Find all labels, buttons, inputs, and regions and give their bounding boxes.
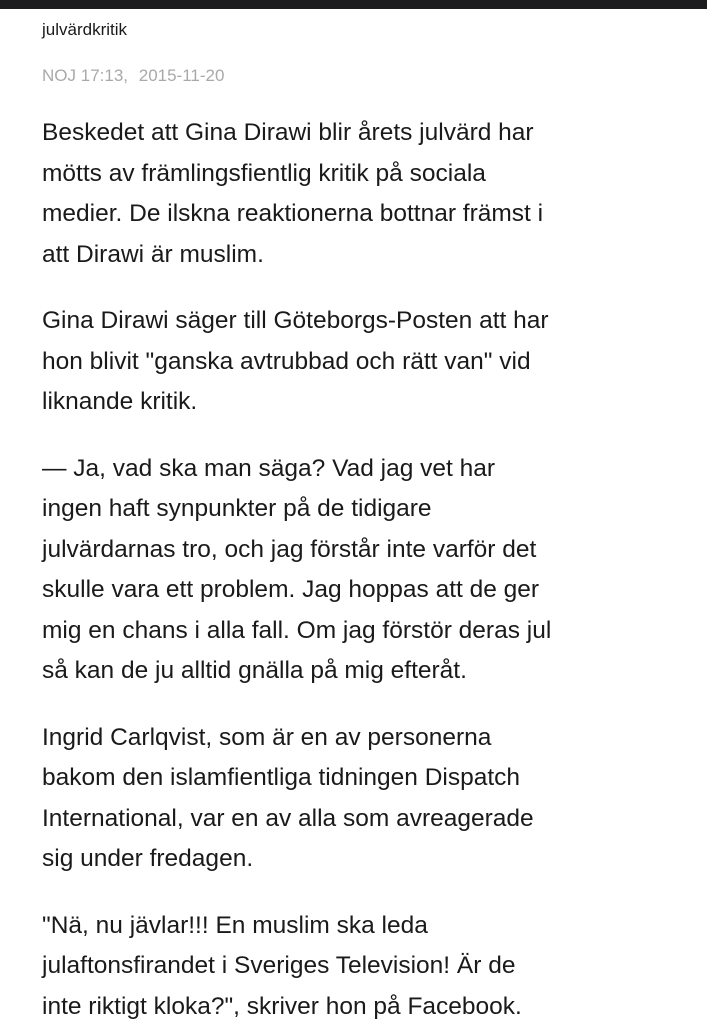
article-tag[interactable]: julvärdkritik	[42, 20, 128, 39]
article-section: NOJ	[42, 66, 76, 85]
article-body	[42, 113, 652, 1024]
article-meta	[42, 66, 224, 86]
article-paragraph: Gina Dirawi säger till Göteborgs-Posten att har hon blivit "ganska avtrubbad och rätt van" vid liknande kritik.	[42, 307, 549, 415]
article-paragraph: Beskedet att Gina Dirawi blir årets julvärd har mötts av främlingsfientlig kritik på sociala medier. De ilskna reaktionerna bottnar främst i att Dirawi är muslim.	[42, 119, 544, 268]
top-status-bar	[0, 0, 707, 9]
article-time: 17:13,	[80, 66, 128, 85]
article-paragraph: "Nä, nu jävlar!!! En muslim ska leda julaftonsfirandet i Sveriges Television! Är de inte riktigt kloka?", skriver hon på Facebook.	[42, 911, 522, 1020]
article-paragraph: — Ja, vad ska man säga? Vad jag vet har ingen haft synpunkter på de tidigare julvärdarnas tro, och jag förstår inte varför det skulle vara ett problem. Jag hoppas att de ger mig en chans i alla fall. Om jag förstör deras jul så kan de ju alltid gnälla på mig efteråt.	[42, 454, 552, 684]
article-paragraph: Ingrid Carlqvist, som är en av personerna bakom den islamfientliga tidningen Dispatch International, var en av alla som avreagerade sig under fredagen.	[42, 723, 534, 872]
article-date: 2015-11-20	[138, 66, 225, 85]
